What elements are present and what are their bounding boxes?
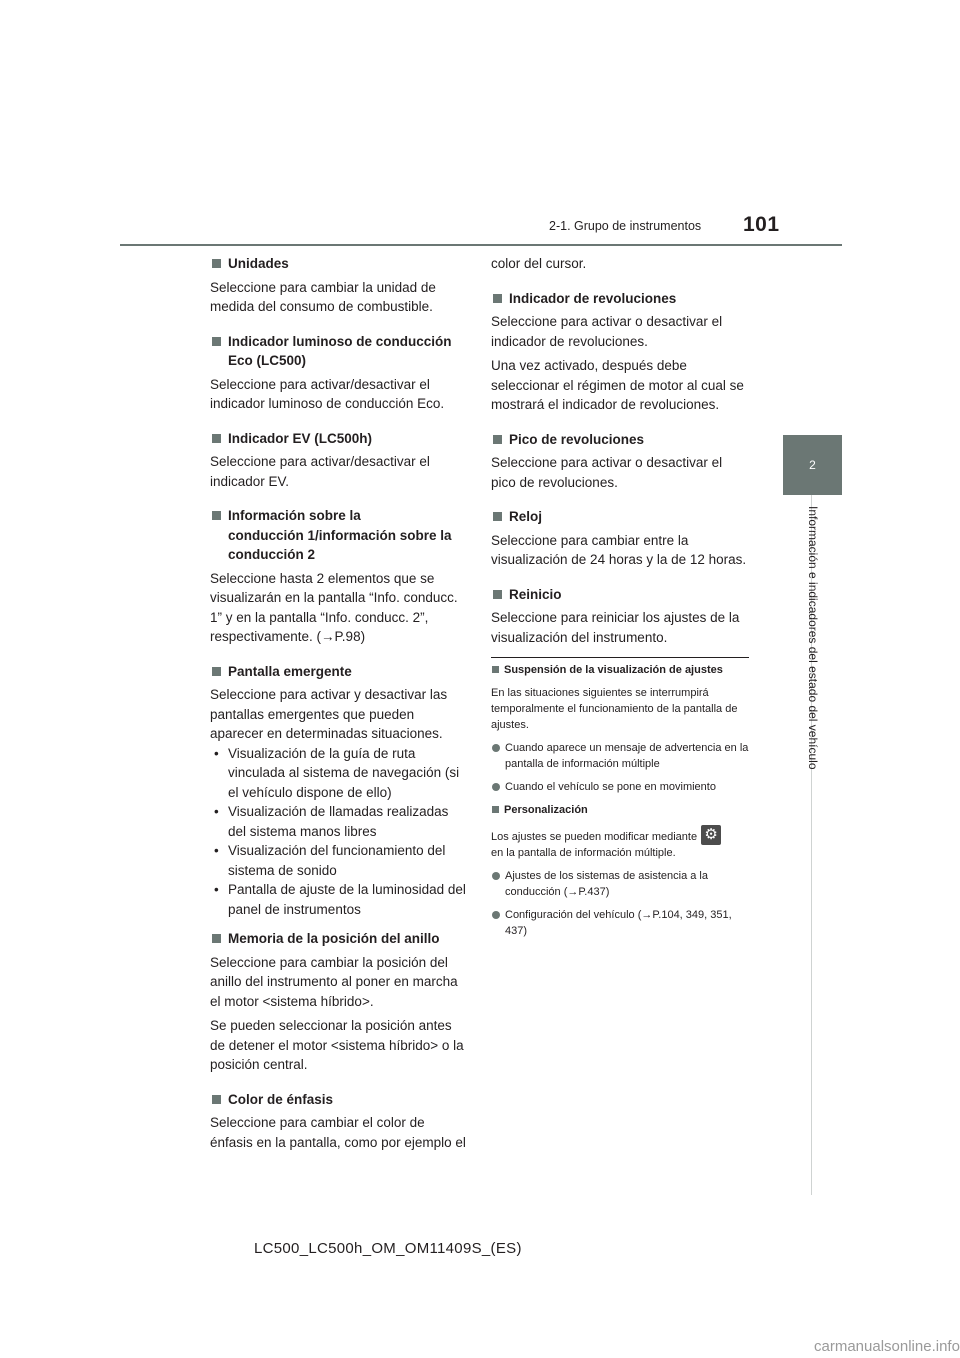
heading-emergente: Pantalla emergente xyxy=(210,662,468,682)
heading-eco: Indicador luminoso de conducción Eco (LC500) xyxy=(210,332,468,371)
heading-reloj: Reloj xyxy=(491,507,749,527)
text-revoluciones-1: Seleccione para activar o desactivar el indicador de revoluciones. xyxy=(491,314,723,349)
text-revoluciones-2: Una vez activado, después debe seleccionar el régimen de motor al cual se mostrará el indicador de revoluciones. xyxy=(491,358,744,412)
square-bullet-icon xyxy=(492,806,499,813)
right-column xyxy=(491,254,749,946)
note-list-item: Ajustes de los sistemas de asistencia a la conducción (→P.437) xyxy=(491,868,749,900)
heading-revoluciones: Indicador de revoluciones xyxy=(491,289,749,309)
square-bullet-icon xyxy=(212,434,221,443)
footer-code: LC500_LC500h_OM_OM11409S_(ES) xyxy=(254,1240,522,1257)
heading-memoria: Memoria de la posición del anillo xyxy=(210,929,468,949)
square-bullet-icon xyxy=(212,667,221,676)
note-heading-personalizacion: Personalización xyxy=(491,802,749,818)
list-item: • Visualización del funcionamiento del sistema de sonido xyxy=(214,843,446,878)
list-item: • Pantalla de ajuste de la luminosidad del panel de instrumentos xyxy=(214,882,466,917)
note-list-item: Cuando aparece un mensaje de advertencia en la pantalla de información múltiple xyxy=(491,740,749,772)
heading-color: Color de énfasis xyxy=(210,1090,468,1110)
heading-ev: Indicador EV (LC500h) xyxy=(210,429,468,449)
square-bullet-icon xyxy=(493,512,502,521)
square-bullet-icon xyxy=(492,666,499,673)
note-list-item: Cuando el vehículo se pone en movimiento xyxy=(491,779,749,795)
square-bullet-icon xyxy=(212,1095,221,1104)
side-title: Información e indicadores del estado del vehículo xyxy=(806,506,820,770)
heading-pico: Pico de revoluciones xyxy=(491,430,749,450)
header-section: 2-1. Grupo de instrumentos xyxy=(549,219,702,233)
text-reinicio: Seleccione para reiniciar los ajustes de la visualización del instrumento. xyxy=(491,610,740,645)
text-reloj: Seleccione para cambiar entre la visualización de 24 horas y la de 12 horas. xyxy=(491,532,747,567)
text-memoria-1: Seleccione para cambiar la posición del anillo del instrumento al poner en marcha el motor <sistema híbrido>. xyxy=(210,954,458,1009)
heading-unidades: Unidades xyxy=(210,254,468,274)
text-eco: Seleccione para activar/desactivar el indicador luminoso de conducción Eco. xyxy=(210,376,445,411)
left-column xyxy=(210,254,468,1157)
square-bullet-icon xyxy=(493,294,502,303)
note-text-personalizacion: Los ajustes se pueden modificar mediante ⚙ en la pantalla de información múltiple. xyxy=(491,825,749,861)
side-tab xyxy=(783,435,842,495)
text-pico: Seleccione para activar o desactivar el pico de revoluciones. xyxy=(491,455,723,490)
text-emergente: Seleccione para activar y desactivar las pantallas emergentes que pueden aparecer en determinadas situaciones. xyxy=(210,687,448,741)
note-list-item: Configuración del vehículo (→P.104, 349, 351, 437) xyxy=(491,907,749,939)
note-heading-suspension: Suspensión de la visualización de ajustes xyxy=(491,662,749,678)
square-bullet-icon xyxy=(212,259,221,268)
text-ev: Seleccione para activar/desactivar el indicador EV. xyxy=(210,454,430,489)
side-tab-number: 2 xyxy=(809,458,816,472)
header-rule xyxy=(120,244,842,246)
page-number: 101 xyxy=(743,213,780,236)
heading-info: Información sobre la conducción 1/información sobre la conducción 2 xyxy=(210,506,468,565)
text-color-cont: color del cursor. xyxy=(491,256,587,271)
text-info: Seleccione hasta 2 elementos que se visualizarán en la pantalla “Info. conducc. 1” y en la pantalla “Info. conducc. 2”, respectivamente. (→P.98) xyxy=(210,570,458,644)
circle-bullet-icon xyxy=(492,783,500,791)
square-bullet-icon xyxy=(212,337,221,346)
square-bullet-icon xyxy=(493,435,502,444)
text-unidades: Seleccione para cambiar la unidad de medida del consumo de combustible. xyxy=(210,279,436,314)
circle-bullet-icon xyxy=(492,872,500,880)
text-color: Seleccione para cambiar el color de énfasis en la pantalla, como por ejemplo el xyxy=(210,1115,466,1150)
note-text-suspension: En las situaciones siguientes se interrumpirá temporalmente el funcionamiento de la pantalla de ajustes. xyxy=(491,687,738,731)
gear-icon: ⚙ xyxy=(701,825,721,845)
text-memoria-2: Se pueden seleccionar la posición antes de detener el motor <sistema híbrido> o la posición central. xyxy=(210,1018,464,1072)
circle-bullet-icon xyxy=(492,911,500,919)
list-item: • Visualización de la guía de ruta vinculada al sistema de navegación (si el vehículo dispone de ello) xyxy=(214,745,460,800)
watermark[interactable]: carmanualsonline.info xyxy=(814,1338,960,1355)
heading-reinicio: Reinicio xyxy=(491,585,749,605)
square-bullet-icon xyxy=(212,511,221,520)
circle-bullet-icon xyxy=(492,744,500,752)
list-item: • Visualización de llamadas realizadas del sistema manos libres xyxy=(214,804,449,839)
note-divider xyxy=(491,657,749,658)
square-bullet-icon xyxy=(212,934,221,943)
square-bullet-icon xyxy=(493,590,502,599)
